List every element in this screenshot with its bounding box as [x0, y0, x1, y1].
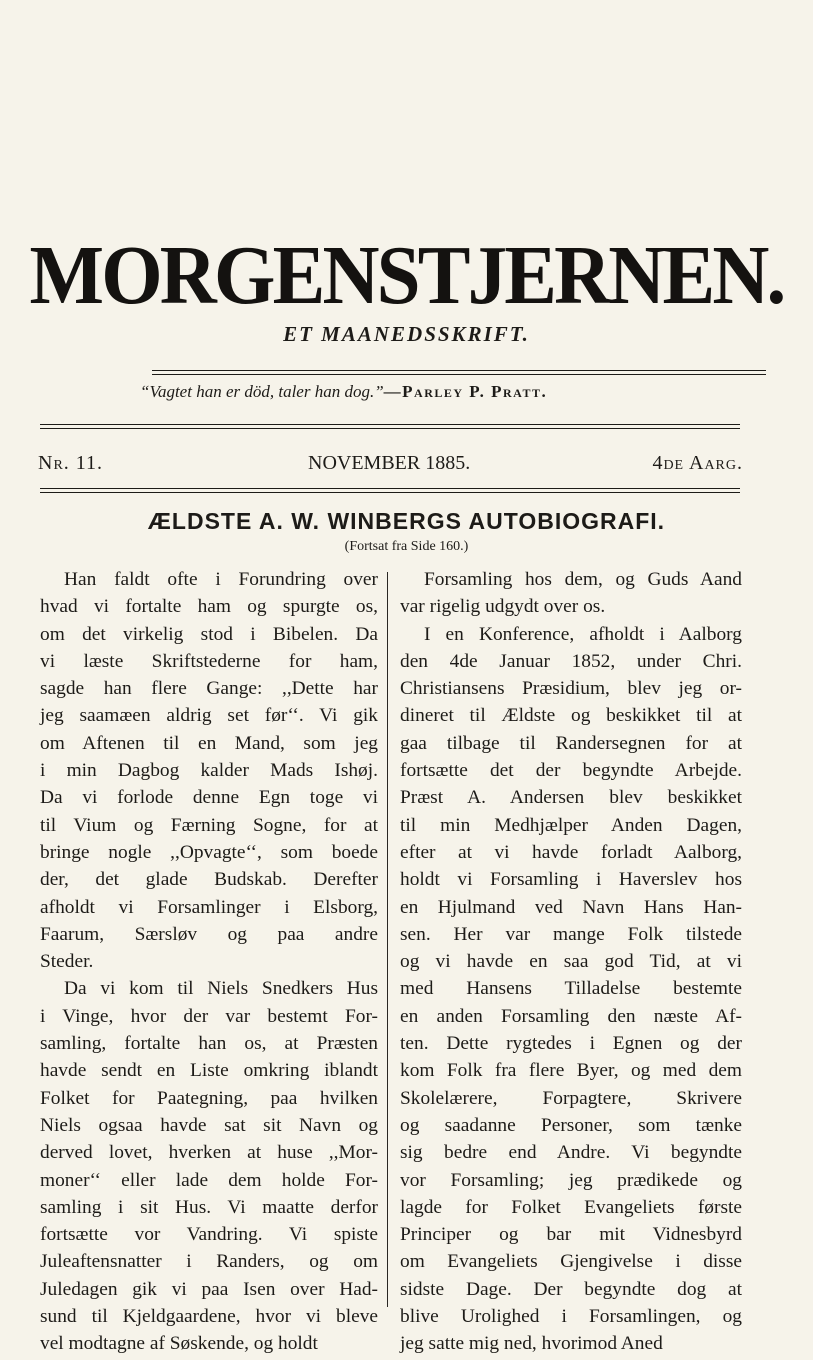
text-line: sund til Kjeldgaardene, hvor vi bleve: [40, 1306, 378, 1328]
continued-note: (Fortsat fra Side 160.): [344, 539, 469, 554]
text-line: om Aftenen til en Mand, som jeg: [40, 732, 378, 754]
text-line: lagde for Folket Evangeliets første: [400, 1196, 742, 1218]
text-line: fortsætte det der begyndte Arbejde.: [400, 760, 742, 782]
issue-volume: 4de Aarg.: [652, 452, 743, 474]
text-line: holdt vi Forsamling i Haverslev hos: [400, 869, 742, 891]
text-line: om det virkelig stod i Bibelen. Da: [40, 623, 378, 645]
text-line: jeg saamæen aldrig set før‘‘. Vi gik: [40, 705, 378, 727]
text-line: og saadanne Personer, som tænke: [400, 1114, 742, 1136]
text-line: vi læste Skriftstederne for ham,: [40, 650, 378, 672]
text-line: om Evangeliets Gjengivelse i disse: [400, 1251, 742, 1273]
text-line: afholdt vi Forsamlinger i Elsborg,: [40, 896, 378, 918]
text-line: havde sendt en Liste omkring iblandt: [40, 1060, 378, 1082]
text-line: Han faldt ofte i Forundring over: [64, 569, 378, 590]
text-line: efter at vi havde forladt Aalborg,: [400, 841, 742, 863]
text-line: samling, fortalte han os, at Præsten: [40, 1033, 378, 1055]
text-line: og vi havde en saa god Tid, at vi: [400, 951, 742, 973]
masthead-title: MORGENSTJERNEN.: [29, 229, 784, 322]
right-column: [400, 566, 742, 1358]
text-line: hvad vi fortalte ham og spurgte os,: [40, 596, 378, 618]
text-line: Skolelærere, Forpagtere, Skrivere: [400, 1087, 742, 1109]
text-line: der, det glade Budskab. Derefter: [40, 869, 378, 891]
text-line: til Vium og Færning Sogne, for at: [40, 814, 378, 836]
text-line: Præst A. Andersen blev beskikket: [400, 787, 742, 809]
text-line: Steder.: [40, 951, 94, 973]
text-line: Juledagen gik vi paa Isen over Had-: [40, 1278, 378, 1300]
issue-date: NOVEMBER 1885.: [308, 452, 471, 474]
text-line: Juleaftensnatter i Randers, og om: [40, 1251, 378, 1273]
text-line: Da vi forlode denne Egn toge vi: [40, 787, 378, 809]
text-line: en anden Forsamling den næste Af-: [400, 1005, 742, 1027]
text-line: blive Urolighed i Forsamlingen, og: [400, 1306, 742, 1328]
text-line: ten. Dette rygtedes i Egnen og der: [400, 1033, 742, 1055]
article-title: ÆLDSTE A. W. WINBERGS AUTOBIOGRAFI.: [147, 508, 666, 534]
text-line: samling i sit Hus. Vi maatte derfor: [40, 1196, 378, 1218]
text-line: Forsamling hos dem, og Guds Aand: [424, 569, 742, 590]
text-line: Folket for Paategning, paa hvilken: [40, 1087, 378, 1109]
motto-author: —Parley P. Pratt.: [383, 382, 548, 401]
text-line: derved lovet, hverken at huse ,,Mor-: [40, 1142, 378, 1164]
masthead-rule-top: [152, 370, 766, 375]
text-line: i Vinge, hvor der var bestemt For-: [40, 1005, 378, 1027]
text-line: Da vi kom til Niels Snedkers Hus: [64, 978, 378, 1000]
issue-line: [38, 452, 743, 478]
text-line: moner‘‘ eller lade dem holde For-: [40, 1169, 378, 1191]
text-line: Faarum, Særsløv og paa andre: [40, 923, 378, 945]
text-line: vor Forsamling; jeg prædikede og: [400, 1169, 742, 1191]
text-line: Christiansens Præsidium, blev jeg or-: [400, 678, 742, 700]
text-line: gaa tilbage til Randersegnen for at: [400, 732, 742, 754]
text-line: vel modtagne af Søskende, og holdt: [40, 1333, 318, 1355]
text-line: jeg satte mig ned, hvorimod Aned: [400, 1333, 663, 1355]
text-line: Principer og bar mit Vidnesbyrd: [400, 1224, 742, 1246]
left-column: [40, 566, 378, 1358]
issue-rule-bottom: [40, 488, 740, 493]
text-line: var rigelig udgydt over os.: [400, 596, 606, 618]
column-divider: [387, 572, 388, 1307]
text-line: sig bedre end Andre. Vi begyndte: [400, 1142, 742, 1164]
issue-number: Nr. 11.: [38, 452, 104, 474]
text-line: til min Medhjælper Anden Dagen,: [400, 814, 742, 836]
text-line: den 4de Januar 1852, under Chri.: [400, 650, 742, 672]
text-line: sagde han flere Gange: ,,Dette har: [40, 678, 378, 700]
text-line: sidste Dage. Der begyndte dog at: [400, 1278, 742, 1300]
text-line: sen. Her var mange Folk tilstede: [400, 923, 742, 945]
text-line: med Hansens Tilladelse bestemte: [400, 978, 742, 1000]
text-line: dineret til Ældste og beskikket til at: [400, 705, 742, 727]
masthead-subtitle: ET MAANEDSSKRIFT.: [283, 322, 530, 346]
text-line: Niels ogsaa havde sat sit Navn og: [40, 1114, 378, 1136]
text-line: bringe nogle ,,Opvagte‘‘, som boede: [40, 841, 378, 863]
motto: [140, 382, 780, 402]
motto-quote: “Vagtet han er död, taler han dog.”: [140, 382, 384, 401]
text-line: i min Dagbog kalder Mads Ishøj.: [40, 760, 378, 782]
text-line: I en Konference, afholdt i Aalborg: [424, 623, 742, 645]
text-line: fortsætte vor Vandring. Vi spiste: [40, 1224, 378, 1246]
text-line: kom Folk fra flere Byer, og med dem: [400, 1060, 742, 1082]
text-line: en Hjulmand ved Navn Hans Han-: [400, 896, 742, 918]
issue-rule-top: [40, 424, 740, 429]
